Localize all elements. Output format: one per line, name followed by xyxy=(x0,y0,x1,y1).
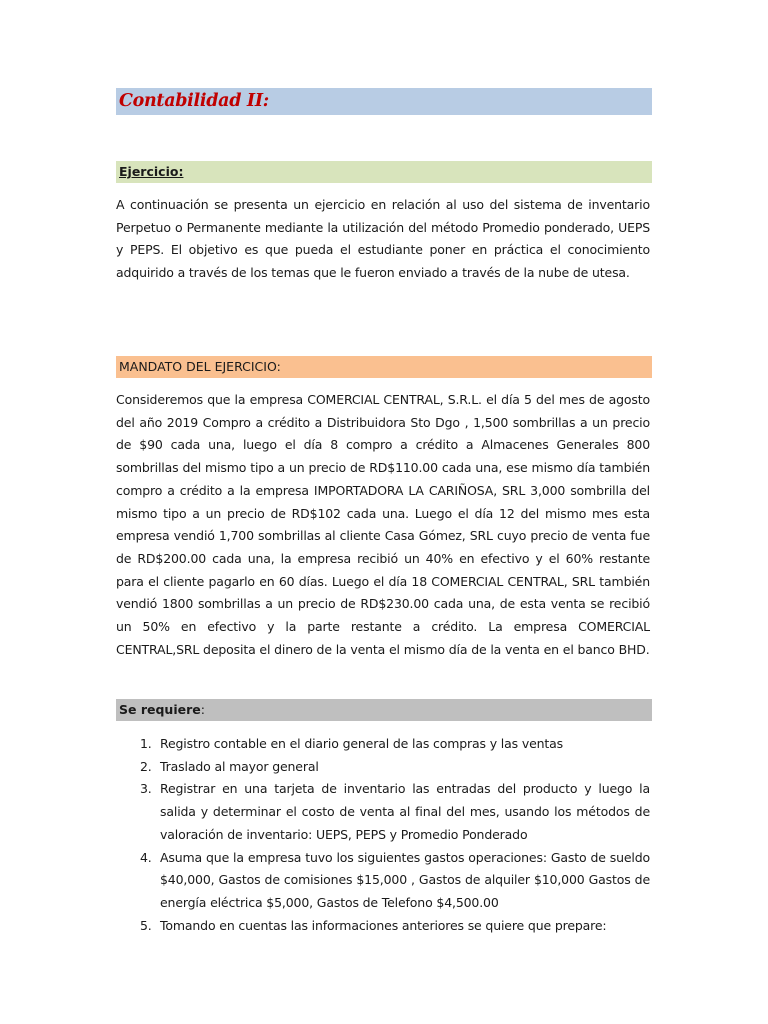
list-item-number: 5. xyxy=(140,917,152,933)
list-item-text: Tomando en cuentas las informaciones anteriores se quiere que prepare: xyxy=(160,917,607,933)
mandato-heading-bar xyxy=(116,356,652,378)
list-item xyxy=(116,915,650,938)
list-item-text: Asuma que la empresa tuvo los siguientes gastos operaciones: Gasto de sueldo $40,000, Gastos de comisiones $15,000 , Gastos de alquiler $10,000 Gastos de energía eléctrica $5,000, Gastos de Telefono $4,500.00 xyxy=(160,849,650,910)
list-item xyxy=(116,756,650,779)
list-item xyxy=(116,778,650,846)
ejercicio-heading-bar xyxy=(116,161,652,183)
list-item xyxy=(116,847,650,915)
ejercicio-heading: Ejercicio: xyxy=(119,164,184,179)
title-banner xyxy=(116,88,652,115)
list-item-text: Registrar en una tarjeta de inventario las entradas del producto y luego la salida y determinar el costo de venta al final del mes, usando los métodos de valoración de inventario: UEPS, PEPS y Promedio Ponderado xyxy=(160,781,650,842)
requiere-heading-colon: : xyxy=(200,702,205,717)
mandato-heading: MANDATO DEL EJERCICIO: xyxy=(119,359,281,374)
list-item-text: Traslado al mayor general xyxy=(160,758,319,774)
ejercicio-paragraph: A continuación se presenta un ejercicio en relación al uso del sistema de inventario Perpetuo o Permanente mediante la utilización del método Promedio ponderado, UEPS y PEPS. El objetivo es que pueda el estudiante poner en práctica el conocimiento adquirido a través de los temas que le fueron enviado a través de la nube de utesa. xyxy=(116,197,650,281)
list-item-number: 3. xyxy=(140,781,152,797)
list-item-number: 4. xyxy=(140,849,152,865)
list-item-number: 1. xyxy=(140,736,152,751)
list-item-text: Registro contable en el diario general de las compras y las ventas xyxy=(160,736,564,751)
mandato-paragraph: Consideremos que la empresa COMERCIAL CENTRAL, S.R.L. el día 5 del mes de agosto del año 2019 Compro a crédito a Distribuidora Sto Dgo , 1,500 sombrillas a un precio de $90 cada una, luego el día 8 compro a crédito a Almacenes Generales 800 sombrillas del mismo tipo a un precio de RD$110.00 cada una, ese mismo día también compro a crédito a la empresa IMPORTADORA LA CARIÑOSA, SRL 3,000 sombrilla del mismo tipo a un precio de RD$102 cada una. Luego el día 12 del mismo mes esta empresa vendió 1,700 sombrillas al cliente Casa Gómez, SRL cuyo precio de venta fue de RD$200.00 cada una, la empresa recibió un 40% en efectivo y el 60% restante para el cliente pagarlo en 60 días. Luego el día 18 COMERCIAL CENTRAL, SRL también vendió 1800 sombrillas a un precio de RD$230.00 cada una, de esta venta se recibió un 50% en efectivo y la parte restante a crédito. La empresa COMERCIAL CENTRAL,SRL deposita el dinero de la venta el mismo día de la venta en el banco BHD. xyxy=(116,392,650,657)
list-item-number: 2. xyxy=(140,758,152,774)
requiere-heading-bar xyxy=(116,699,652,721)
requiere-heading: Se requiere xyxy=(119,702,201,717)
requirements-list xyxy=(116,733,650,937)
list-item xyxy=(116,733,650,756)
document-title: Contabilidad II: xyxy=(119,91,269,111)
